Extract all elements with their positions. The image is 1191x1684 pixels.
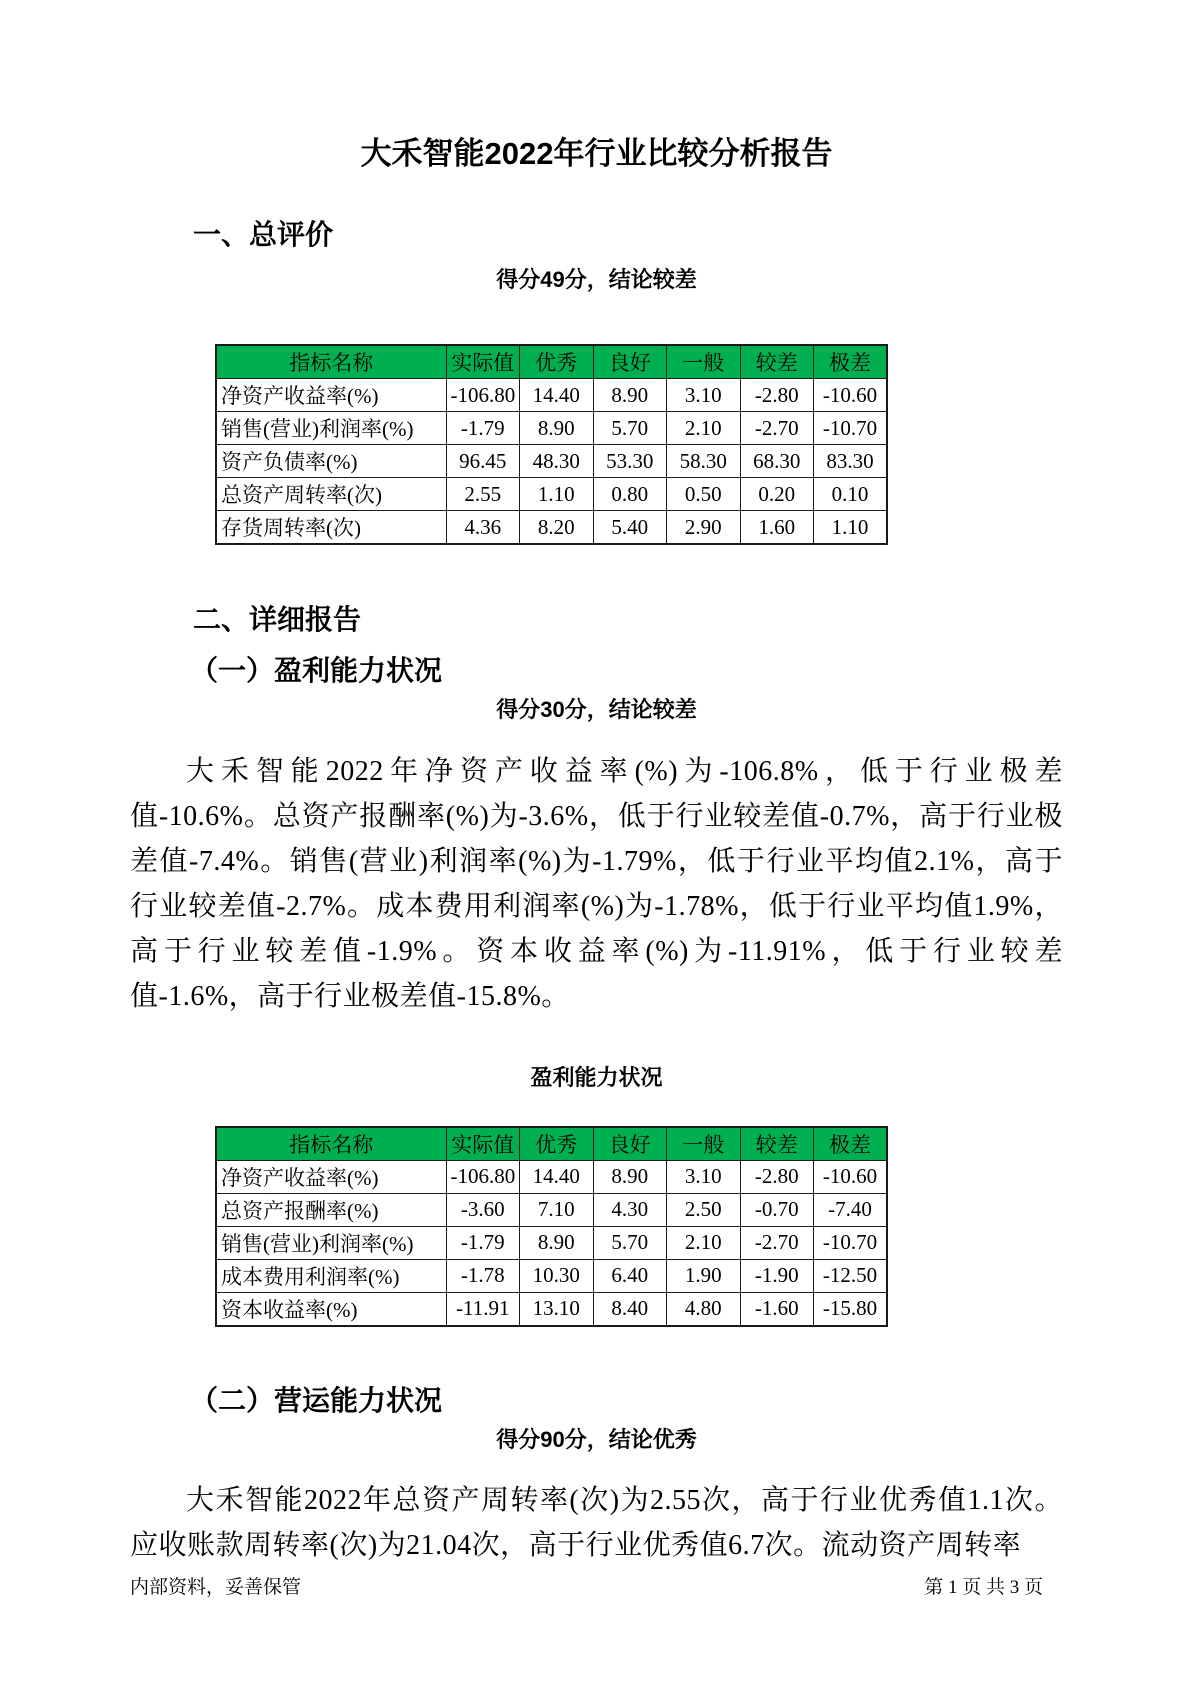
value-cell: 4.80: [667, 1292, 741, 1326]
value-cell: -106.80: [446, 379, 520, 412]
indicator-name-cell: 资产负债率(%): [216, 445, 446, 478]
value-cell: -1.60: [740, 1292, 814, 1326]
table-row: [216, 379, 887, 412]
profit-analysis-paragraph: 大禾智能2022年净资产收益率(%)为-106.8%，低于行业极差值-10.6%。总资产报酬率(%)为-3.6%，低于行业较差值-0.7%，高于行业极差值-7.4%。销售(营业)利润率(%)为-1.79%，低于行业平均值2.1%，高于行业较差值-2.7%。成本费用利润率(%)为-1.78%，低于行业平均值1.9%，高于行业较差值-1.9%。资本收益率(%)为-11.91%，低于行业较差值-1.6%，高于行业极差值-15.8%。: [130, 755, 1063, 1012]
table-row: [216, 445, 887, 478]
table-row: [216, 478, 887, 511]
value-cell: 96.45: [446, 445, 520, 478]
column-header: 较差: [740, 1127, 814, 1161]
value-cell: -0.70: [740, 1193, 814, 1226]
operation-score-line: 得分90分，结论优秀: [496, 1426, 697, 1452]
column-header: 极差: [814, 1127, 888, 1161]
value-cell: 8.90: [593, 1160, 667, 1193]
value-cell: -10.60: [814, 1160, 888, 1193]
value-cell: -1.78: [446, 1259, 520, 1292]
footer-confidential-note: 内部资料，妥善保管: [130, 1577, 302, 1598]
profit-indicator-table: [215, 1126, 888, 1327]
page-footer: [130, 1572, 1043, 1599]
value-cell: 4.36: [446, 511, 520, 545]
value-cell: -1.79: [446, 1226, 520, 1259]
table-header-row: [216, 345, 887, 379]
value-cell: 5.70: [593, 1226, 667, 1259]
value-cell: 2.55: [446, 478, 520, 511]
table-row: [216, 412, 887, 445]
value-cell: 13.10: [520, 1292, 594, 1326]
column-header: 良好: [593, 1127, 667, 1161]
page-title: 大禾智能2022年行业比较分析报告: [360, 136, 833, 171]
value-cell: -2.70: [740, 412, 814, 445]
indicator-name-cell: 存货周转率(次): [216, 511, 446, 545]
column-header: 优秀: [520, 345, 594, 379]
section-heading-overall: 一、总评价: [193, 219, 334, 251]
value-cell: 68.30: [740, 445, 814, 478]
footer-page-number: 第 1 页 共 3 页: [924, 1577, 1043, 1598]
value-cell: 1.10: [520, 478, 594, 511]
value-cell: 14.40: [520, 379, 594, 412]
value-cell: -15.80: [814, 1292, 888, 1326]
indicator-name-cell: 销售(营业)利润率(%): [216, 1226, 446, 1259]
column-header: 良好: [593, 345, 667, 379]
table-header-row: [216, 1127, 887, 1161]
value-cell: 5.70: [593, 412, 667, 445]
value-cell: 10.30: [520, 1259, 594, 1292]
value-cell: 6.40: [593, 1259, 667, 1292]
value-cell: -1.79: [446, 412, 520, 445]
subsection-heading-operation: （二）营运能力状况: [190, 1384, 443, 1416]
column-header: 实际值: [446, 1127, 520, 1161]
value-cell: 58.30: [667, 445, 741, 478]
value-cell: 0.80: [593, 478, 667, 511]
value-cell: 2.90: [667, 511, 741, 545]
value-cell: -2.80: [740, 1160, 814, 1193]
value-cell: 8.20: [520, 511, 594, 545]
column-header: 较差: [740, 345, 814, 379]
value-cell: 14.40: [520, 1160, 594, 1193]
value-cell: 8.90: [593, 379, 667, 412]
overall-table-wrapper: [215, 344, 1063, 545]
value-cell: 8.90: [520, 1226, 594, 1259]
overall-indicator-table: [215, 344, 888, 545]
value-cell: 2.10: [667, 1226, 741, 1259]
table-row: [216, 1193, 887, 1226]
subsection-heading-profit: （一）盈利能力状况: [190, 655, 443, 687]
value-cell: 3.10: [667, 1160, 741, 1193]
value-cell: -12.50: [814, 1259, 888, 1292]
value-cell: 83.30: [814, 445, 888, 478]
indicator-name-cell: 成本费用利润率(%): [216, 1259, 446, 1292]
column-header: 指标名称: [216, 1127, 446, 1161]
table-row: [216, 1292, 887, 1326]
value-cell: -2.80: [740, 379, 814, 412]
indicator-name-cell: 资本收益率(%): [216, 1292, 446, 1326]
value-cell: -1.90: [740, 1259, 814, 1292]
value-cell: 0.50: [667, 478, 741, 511]
section-heading-detail: 二、详细报告: [193, 604, 362, 636]
value-cell: 48.30: [520, 445, 594, 478]
value-cell: 4.30: [593, 1193, 667, 1226]
indicator-name-cell: 总资产报酬率(%): [216, 1193, 446, 1226]
value-cell: -3.60: [446, 1193, 520, 1226]
table-row: [216, 1160, 887, 1193]
value-cell: -7.40: [814, 1193, 888, 1226]
column-header: 一般: [667, 345, 741, 379]
value-cell: 1.10: [814, 511, 888, 545]
table-row: [216, 1259, 887, 1292]
column-header: 一般: [667, 1127, 741, 1161]
operation-analysis-paragraph: 大禾智能2022年总资产周转率(次)为2.55次，高于行业优秀值1.1次。应收账款周转率(次)为21.04次，高于行业优秀值6.7次。流动资产周转率: [130, 1485, 1063, 1562]
column-header: 极差: [814, 345, 888, 379]
value-cell: 0.20: [740, 478, 814, 511]
value-cell: -11.91: [446, 1292, 520, 1326]
profit-score-line: 得分30分，结论较差: [496, 697, 697, 723]
table-row: [216, 511, 887, 545]
value-cell: 8.90: [520, 412, 594, 445]
indicator-name-cell: 净资产收益率(%): [216, 1160, 446, 1193]
indicator-name-cell: 销售(营业)利润率(%): [216, 412, 446, 445]
indicator-name-cell: 净资产收益率(%): [216, 379, 446, 412]
value-cell: 1.60: [740, 511, 814, 545]
value-cell: 53.30: [593, 445, 667, 478]
profit-table-caption: 盈利能力状况: [530, 1064, 663, 1090]
value-cell: 0.10: [814, 478, 888, 511]
value-cell: -2.70: [740, 1226, 814, 1259]
value-cell: 8.40: [593, 1292, 667, 1326]
value-cell: -10.70: [814, 412, 888, 445]
overall-score-line: 得分49分，结论较差: [496, 266, 697, 292]
value-cell: 2.50: [667, 1193, 741, 1226]
value-cell: 3.10: [667, 379, 741, 412]
table-row: [216, 1226, 887, 1259]
indicator-name-cell: 总资产周转率(次): [216, 478, 446, 511]
value-cell: -106.80: [446, 1160, 520, 1193]
column-header: 优秀: [520, 1127, 594, 1161]
value-cell: 2.10: [667, 412, 741, 445]
value-cell: 5.40: [593, 511, 667, 545]
column-header: 指标名称: [216, 345, 446, 379]
profit-table-wrapper: [215, 1126, 1063, 1327]
value-cell: 1.90: [667, 1259, 741, 1292]
value-cell: -10.70: [814, 1226, 888, 1259]
value-cell: 7.10: [520, 1193, 594, 1226]
value-cell: -10.60: [814, 379, 888, 412]
column-header: 实际值: [446, 345, 520, 379]
